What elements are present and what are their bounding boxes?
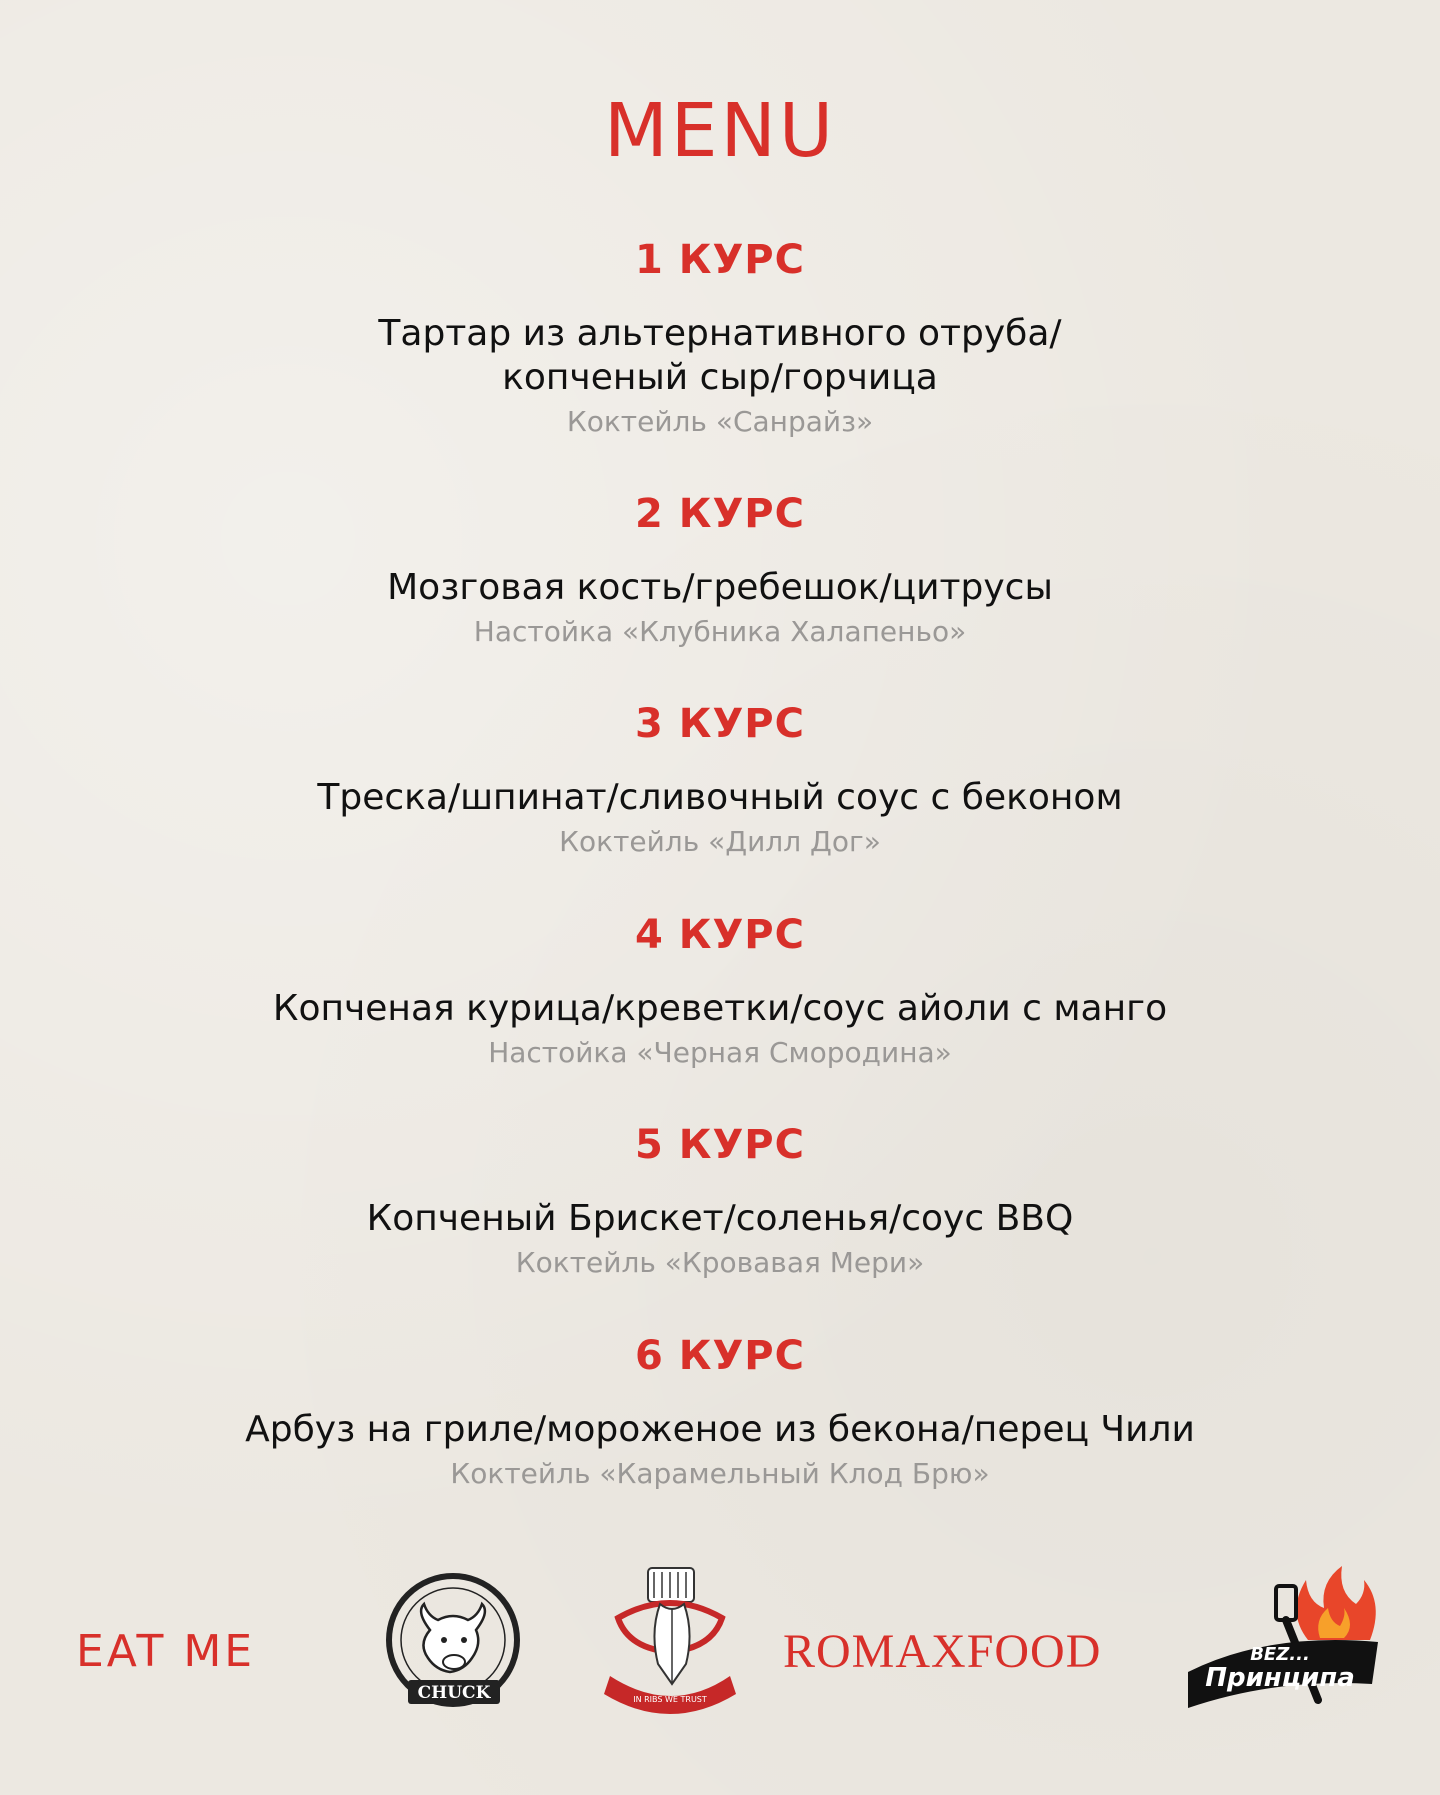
partner-logos [0, 1560, 1440, 1730]
dish-line: Копченая курица/креветки/соус айоли с манго [272, 988, 1168, 1029]
chuck-logo [378, 1568, 528, 1723]
menu-title: MENU [603, 88, 837, 174]
course-4 [0, 911, 1440, 1071]
dish-name [0, 776, 1440, 820]
course-5 [0, 1121, 1440, 1281]
dish-line: копченый сыр/горчица [502, 357, 938, 398]
course-label: 6 КУРС [635, 1333, 805, 1379]
course-6 [0, 1332, 1440, 1492]
course-label: 2 КУРС [635, 491, 805, 537]
flame-spatula-icon [1168, 1560, 1398, 1720]
course-label: 4 КУРС [635, 912, 805, 958]
dish-name [0, 566, 1440, 610]
dish-name [0, 312, 1440, 400]
svg-text:BEZ...: BEZ... [1250, 1644, 1310, 1665]
course-label: 5 КУРС [635, 1122, 805, 1168]
eat-me-logo: EAT ME [76, 1626, 256, 1677]
dish-line: Копченый Брискет/соленья/соус BBQ [366, 1198, 1074, 1239]
drink-pairing: Коктейль «Санрайз» [566, 405, 874, 438]
course-3 [0, 700, 1440, 860]
dish-line: Мозговая кость/гребешок/цитрусы [387, 567, 1053, 608]
chuck-bull-icon [378, 1568, 528, 1718]
dish-name [0, 987, 1440, 1031]
in-ribs-we-trust-logo [600, 1560, 740, 1730]
drink-pairing: Коктейль «Кровавая Мери» [515, 1246, 925, 1279]
course-label: 3 КУРС [635, 701, 805, 747]
dish-line: Треска/шпинат/сливочный соус с беконом [317, 777, 1123, 818]
dish-name [0, 1197, 1440, 1241]
dish-line: Арбуз на гриле/мороженое из бекона/перец Чили [245, 1409, 1195, 1450]
svg-text:CHUCK: CHUCK [417, 1683, 491, 1703]
dish-name [0, 1408, 1440, 1452]
course-1 [0, 236, 1440, 440]
svg-text:IN RIBS WE TRUST: IN RIBS WE TRUST [633, 1695, 707, 1704]
drink-pairing: Коктейль «Дилл Дог» [559, 825, 881, 858]
course-2 [0, 490, 1440, 650]
romaxfood-logo: ROMAXFOOD [783, 1625, 1102, 1678]
drink-pairing: Настойка «Клубника Халапеньо» [473, 615, 967, 648]
drink-pairing: Настойка «Черная Смородина» [488, 1036, 952, 1069]
dish-line: Тартар из альтернативного отруба/ [378, 313, 1062, 354]
course-label: 1 КУРС [635, 237, 805, 283]
praying-hands-ribs-icon [600, 1560, 740, 1725]
bez-principa-logo [1168, 1560, 1398, 1725]
drink-pairing: Коктейль «Карамельный Клод Брю» [450, 1457, 990, 1490]
svg-text:Принципа: Принципа [1205, 1663, 1355, 1693]
